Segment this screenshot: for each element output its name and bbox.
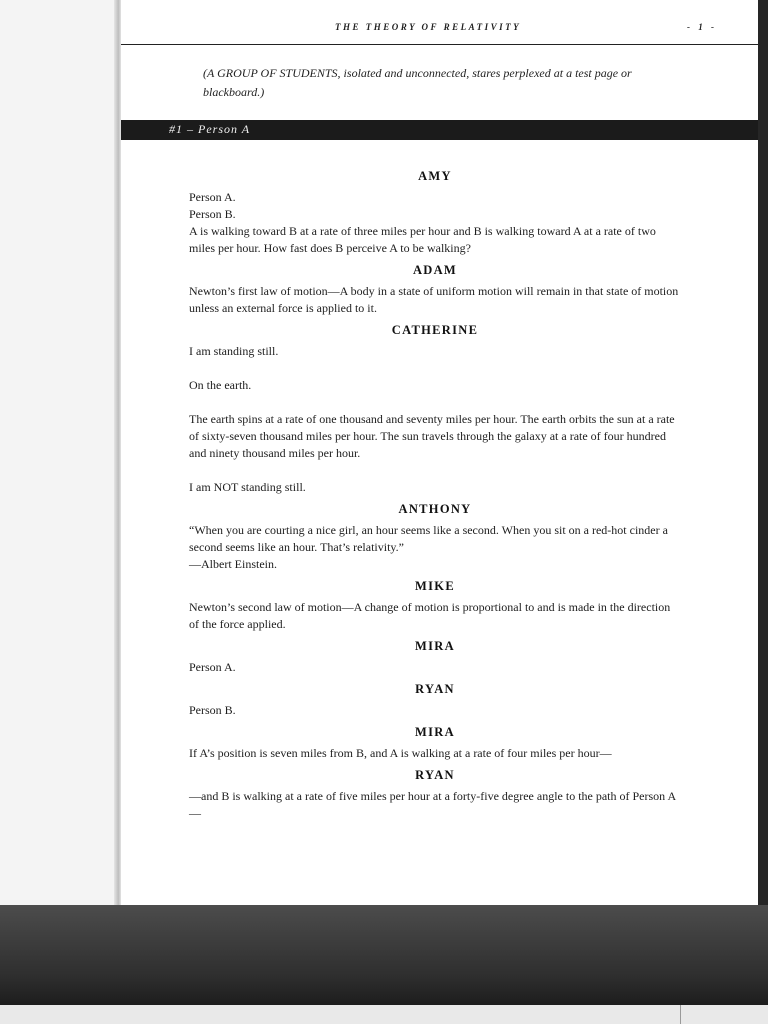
section-label: #1 – Person A xyxy=(169,122,251,136)
character-name: RYAN xyxy=(415,768,455,782)
header-rule xyxy=(121,44,758,45)
dialogue-line: —and B is walking at a rate of five miles per hour at a forty-five degree angle to the path of Person A— xyxy=(189,789,677,820)
script-page xyxy=(121,0,758,905)
dialogue-line: Newton’s first law of motion—A body in a state of uniform motion will remain in that state of motion unless an external force is applied to it. xyxy=(189,284,679,315)
character-name: CATHERINE xyxy=(391,323,479,337)
dialogue-line: —Albert Einstein. xyxy=(189,557,277,571)
script-body xyxy=(189,168,681,822)
dialogue-line: I am NOT standing still. xyxy=(189,480,306,494)
next-page-edge xyxy=(0,1005,768,1024)
stage-direction: (A GROUP OF STUDENTS, isolated and unconnected, stares perplexed at a test page or blackboard.) xyxy=(203,66,632,99)
character-name: ADAM xyxy=(412,263,458,277)
character-name: MIKE xyxy=(415,579,455,593)
character-name: MIRA xyxy=(415,639,455,653)
dialogue-line: Person A. xyxy=(189,190,236,204)
section-bar xyxy=(121,120,758,140)
scan-edge-right xyxy=(758,0,768,905)
dialogue-line: On the earth. xyxy=(189,378,252,392)
dialogue-line: A is walking toward B at a rate of three miles per hour and B is walking toward A at a rate of two miles per hour. How fast does B perceive A to be walking? xyxy=(189,224,656,255)
dialogue-line: Person B. xyxy=(189,703,236,717)
scan-background xyxy=(0,905,768,1005)
page-number: - 1 - xyxy=(687,22,717,32)
character-name: AMY xyxy=(418,169,452,183)
facing-page xyxy=(0,0,118,905)
dialogue-line: Newton’s second law of motion—A change of motion is proportional to and is made in the direction of the force applied. xyxy=(189,600,671,631)
dialogue-line: If A’s position is seven miles from B, and A is walking at a rate of four miles per hour— xyxy=(189,746,612,760)
dialogue-line: The earth spins at a rate of one thousand and seventy miles per hour. The earth orbits the sun at a rate of sixty-seven thousand miles per hour. The sun travels through the galaxy at a rate of four hundred and ninety thousand miles per hour. xyxy=(189,412,675,460)
character-name: RYAN xyxy=(415,682,455,696)
character-name: ANTHONY xyxy=(398,502,472,516)
page-seam xyxy=(680,1005,681,1024)
character-name: MIRA xyxy=(415,725,455,739)
dialogue-line: Person B. xyxy=(189,207,236,221)
dialogue-line: “When you are courting a nice girl, an hour seems like a second. When you sit on a red-hot cinder a second seems like an hour. That’s relativity.” xyxy=(189,523,668,554)
dialogue-line: Person A. xyxy=(189,660,236,674)
book-title: THE THEORY OF RELATIVITY xyxy=(335,22,522,32)
dialogue-line: I am standing still. xyxy=(189,344,279,358)
